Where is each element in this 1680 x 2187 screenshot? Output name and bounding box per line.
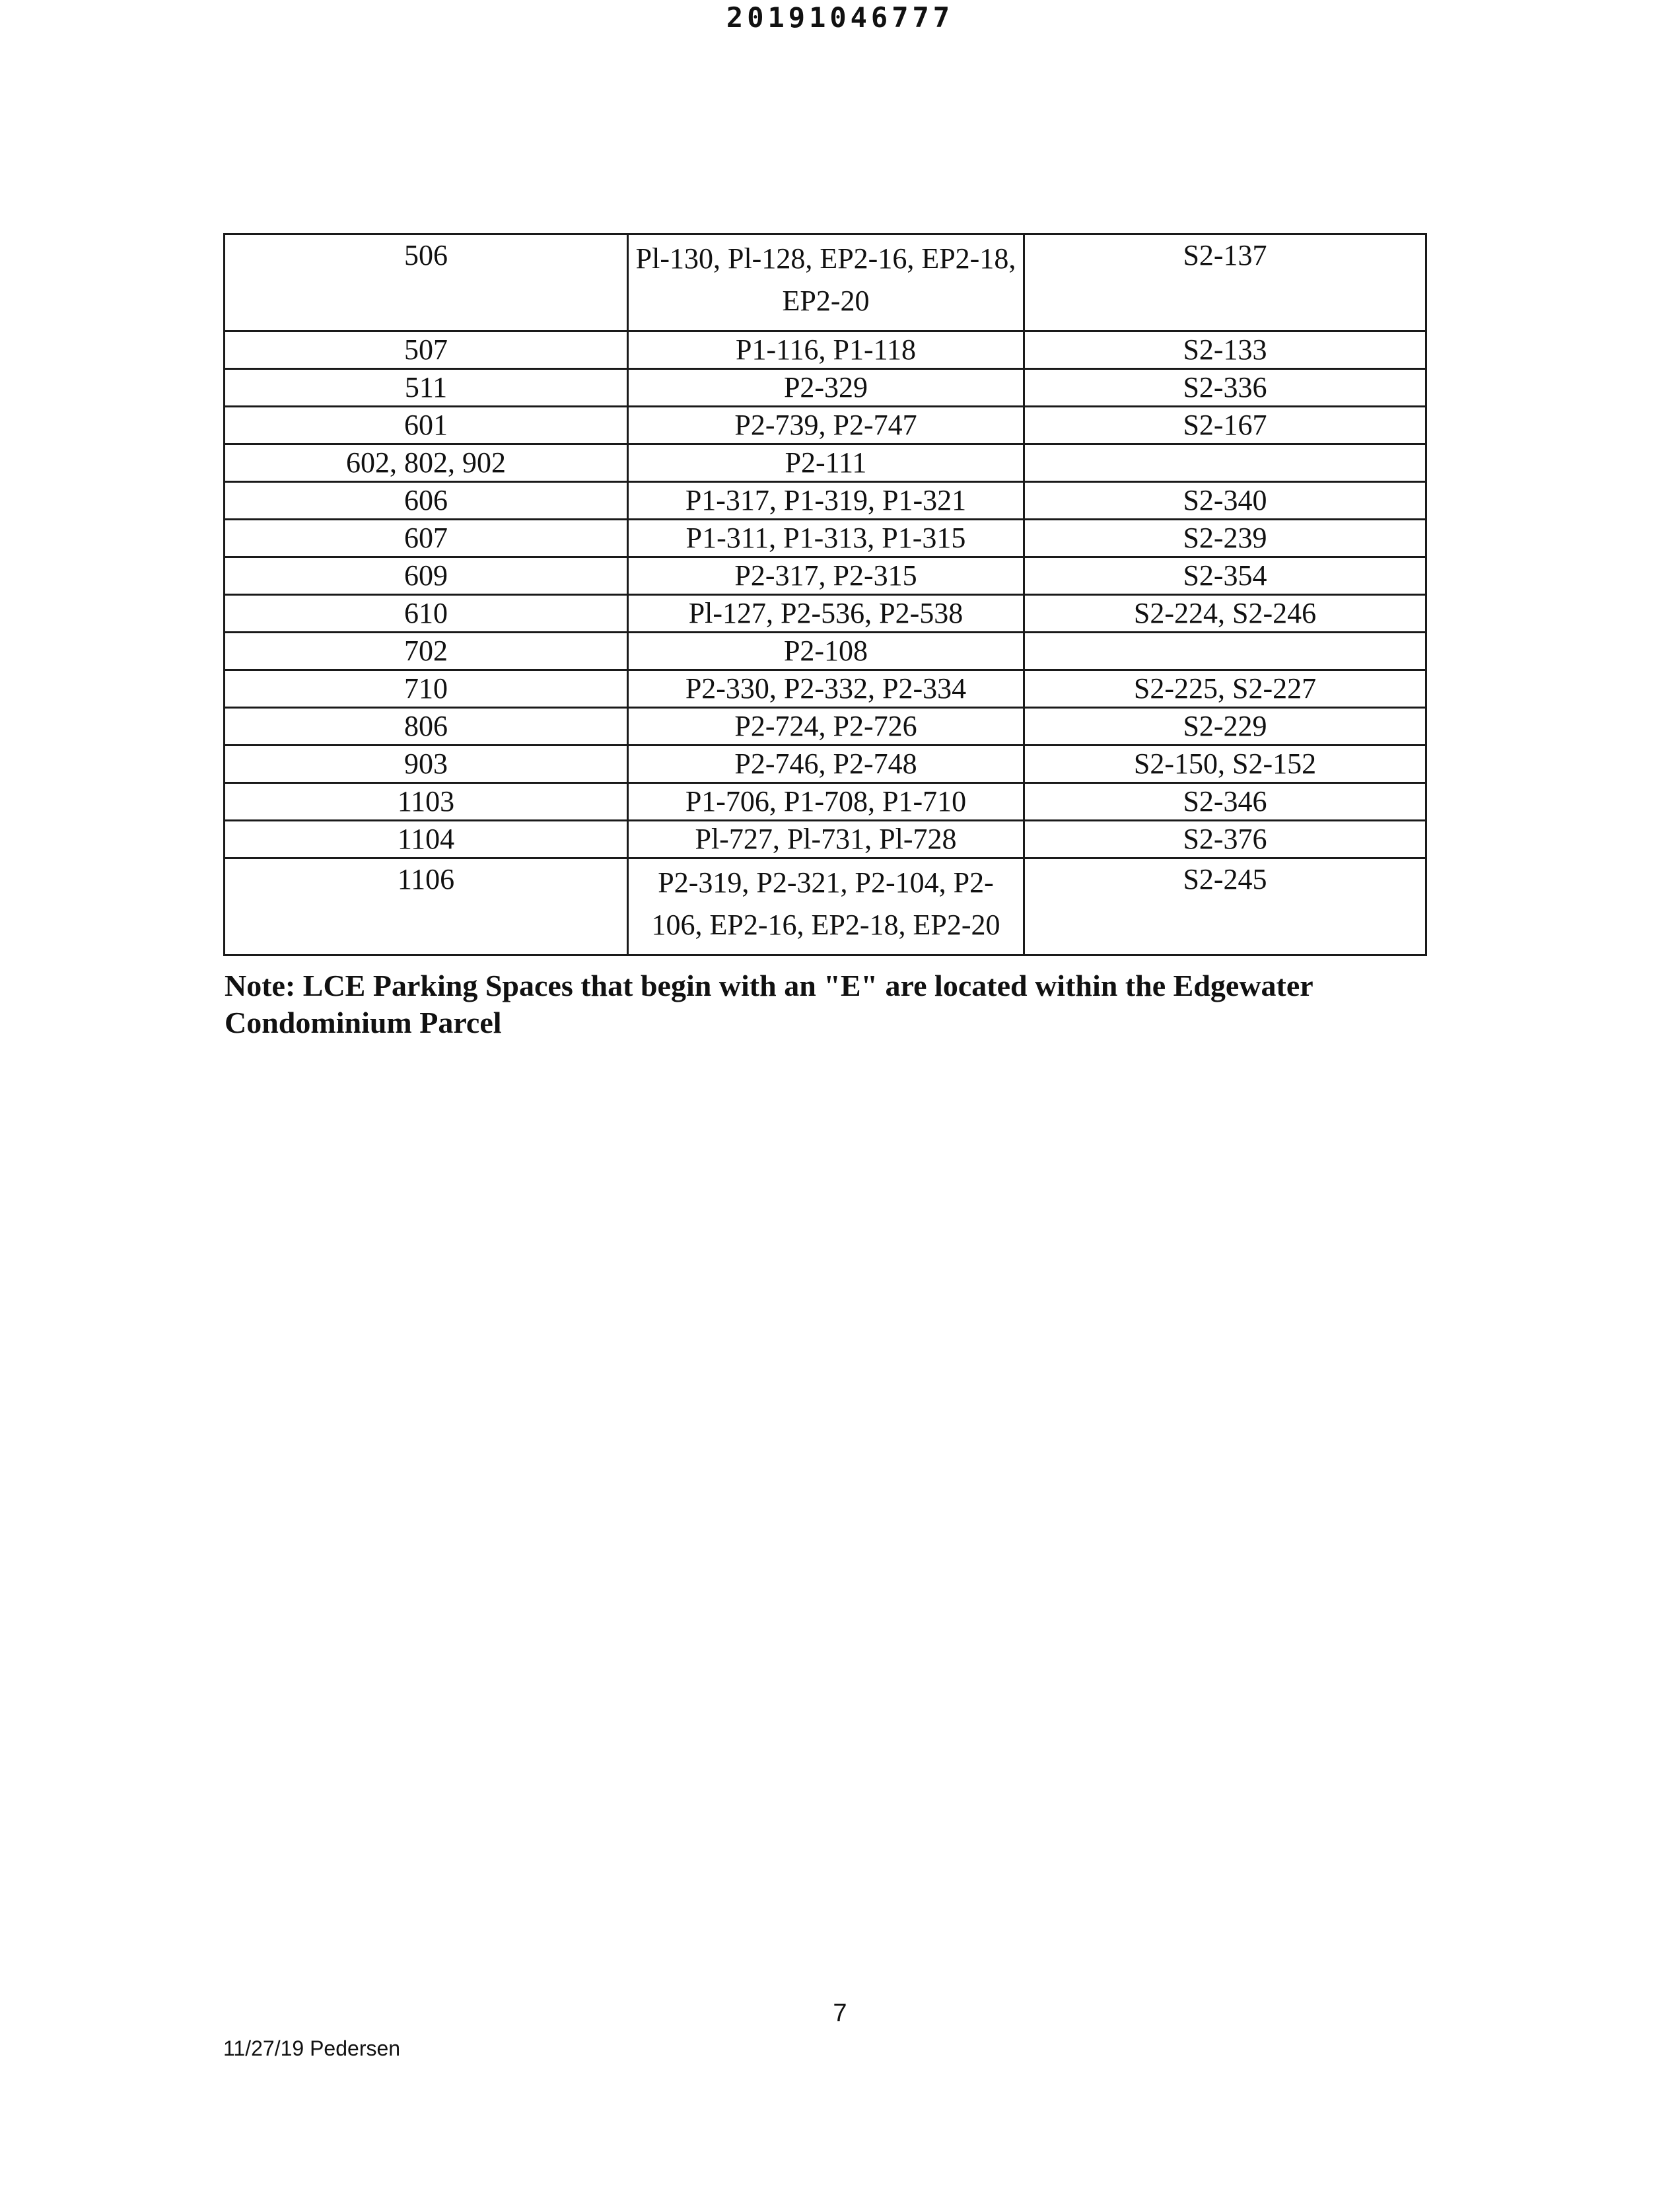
- storage-cell: S2-224, S2-246: [1024, 595, 1426, 633]
- unit-cell: 1104: [225, 821, 628, 858]
- storage-cell: [1024, 633, 1426, 670]
- footer-date-author: 11/27/19 Pedersen: [223, 2036, 401, 2060]
- storage-cell: S2-229: [1024, 708, 1426, 746]
- parking-cell: P2-724, P2-726: [628, 708, 1024, 746]
- unit-cell: 710: [225, 670, 628, 708]
- unit-cell: 607: [225, 520, 628, 557]
- parking-cell: Pl-127, P2-536, P2-538: [628, 595, 1024, 633]
- storage-cell: [1024, 444, 1426, 482]
- table-row: [225, 234, 1426, 331]
- table-row: [225, 444, 1426, 482]
- table-row: [225, 708, 1426, 746]
- parking-cell: P2-319, P2-321, P2-104, P2-106, EP2-16, EP2-18, EP2-20: [628, 858, 1024, 955]
- parking-cell: P1-706, P1-708, P1-710: [628, 783, 1024, 821]
- table-row: [225, 369, 1426, 407]
- table-row: [225, 520, 1426, 557]
- storage-cell: S2-346: [1024, 783, 1426, 821]
- parking-cell: P2-329: [628, 369, 1024, 407]
- storage-cell: S2-137: [1024, 234, 1426, 331]
- table-row: [225, 858, 1426, 955]
- parking-cell: P2-739, P2-747: [628, 407, 1024, 444]
- table-row: [225, 595, 1426, 633]
- table-row: [225, 633, 1426, 670]
- table-row: [225, 783, 1426, 821]
- unit-cell: 506: [225, 234, 628, 331]
- table-row: [225, 746, 1426, 783]
- table-row: [225, 821, 1426, 858]
- unit-cell: 903: [225, 746, 628, 783]
- storage-cell: S2-354: [1024, 557, 1426, 595]
- table-row: [225, 670, 1426, 708]
- table-row: [225, 482, 1426, 520]
- parking-cell: P2-330, P2-332, P2-334: [628, 670, 1024, 708]
- parking-cell: Pl-130, Pl-128, EP2-16, EP2-18, EP2-20: [628, 234, 1024, 331]
- storage-cell: S2-167: [1024, 407, 1426, 444]
- table-row: [225, 557, 1426, 595]
- unit-cell: 602, 802, 902: [225, 444, 628, 482]
- unit-cell: 511: [225, 369, 628, 407]
- storage-cell: S2-340: [1024, 482, 1426, 520]
- lce-assignment-table: [223, 233, 1427, 956]
- table-row: [225, 407, 1426, 444]
- storage-cell: S2-150, S2-152: [1024, 746, 1426, 783]
- parking-cell: P2-108: [628, 633, 1024, 670]
- storage-cell: S2-376: [1024, 821, 1426, 858]
- parking-cell: P2-111: [628, 444, 1024, 482]
- recording-number: 20191046777: [726, 1, 954, 34]
- unit-cell: 1103: [225, 783, 628, 821]
- unit-cell: 702: [225, 633, 628, 670]
- unit-cell: 606: [225, 482, 628, 520]
- edgewater-note: Note: LCE Parking Spaces that begin with an "E" are located within the Edgewater Condominium Parcel: [225, 969, 1313, 1039]
- parking-cell: Pl-727, Pl-731, Pl-728: [628, 821, 1024, 858]
- parking-cell: P1-311, P1-313, P1-315: [628, 520, 1024, 557]
- parking-cell: P1-317, P1-319, P1-321: [628, 482, 1024, 520]
- parking-cell: P2-317, P2-315: [628, 557, 1024, 595]
- unit-cell: 1106: [225, 858, 628, 955]
- unit-cell: 609: [225, 557, 628, 595]
- table-row: [225, 331, 1426, 369]
- storage-cell: S2-239: [1024, 520, 1426, 557]
- unit-cell: 806: [225, 708, 628, 746]
- unit-cell: 610: [225, 595, 628, 633]
- unit-cell: 601: [225, 407, 628, 444]
- storage-cell: S2-336: [1024, 369, 1426, 407]
- page-number: 7: [833, 1999, 847, 2027]
- parking-cell: P1-116, P1-118: [628, 331, 1024, 369]
- storage-cell: S2-245: [1024, 858, 1426, 955]
- unit-cell: 507: [225, 331, 628, 369]
- storage-cell: S2-225, S2-227: [1024, 670, 1426, 708]
- storage-cell: S2-133: [1024, 331, 1426, 369]
- parking-cell: P2-746, P2-748: [628, 746, 1024, 783]
